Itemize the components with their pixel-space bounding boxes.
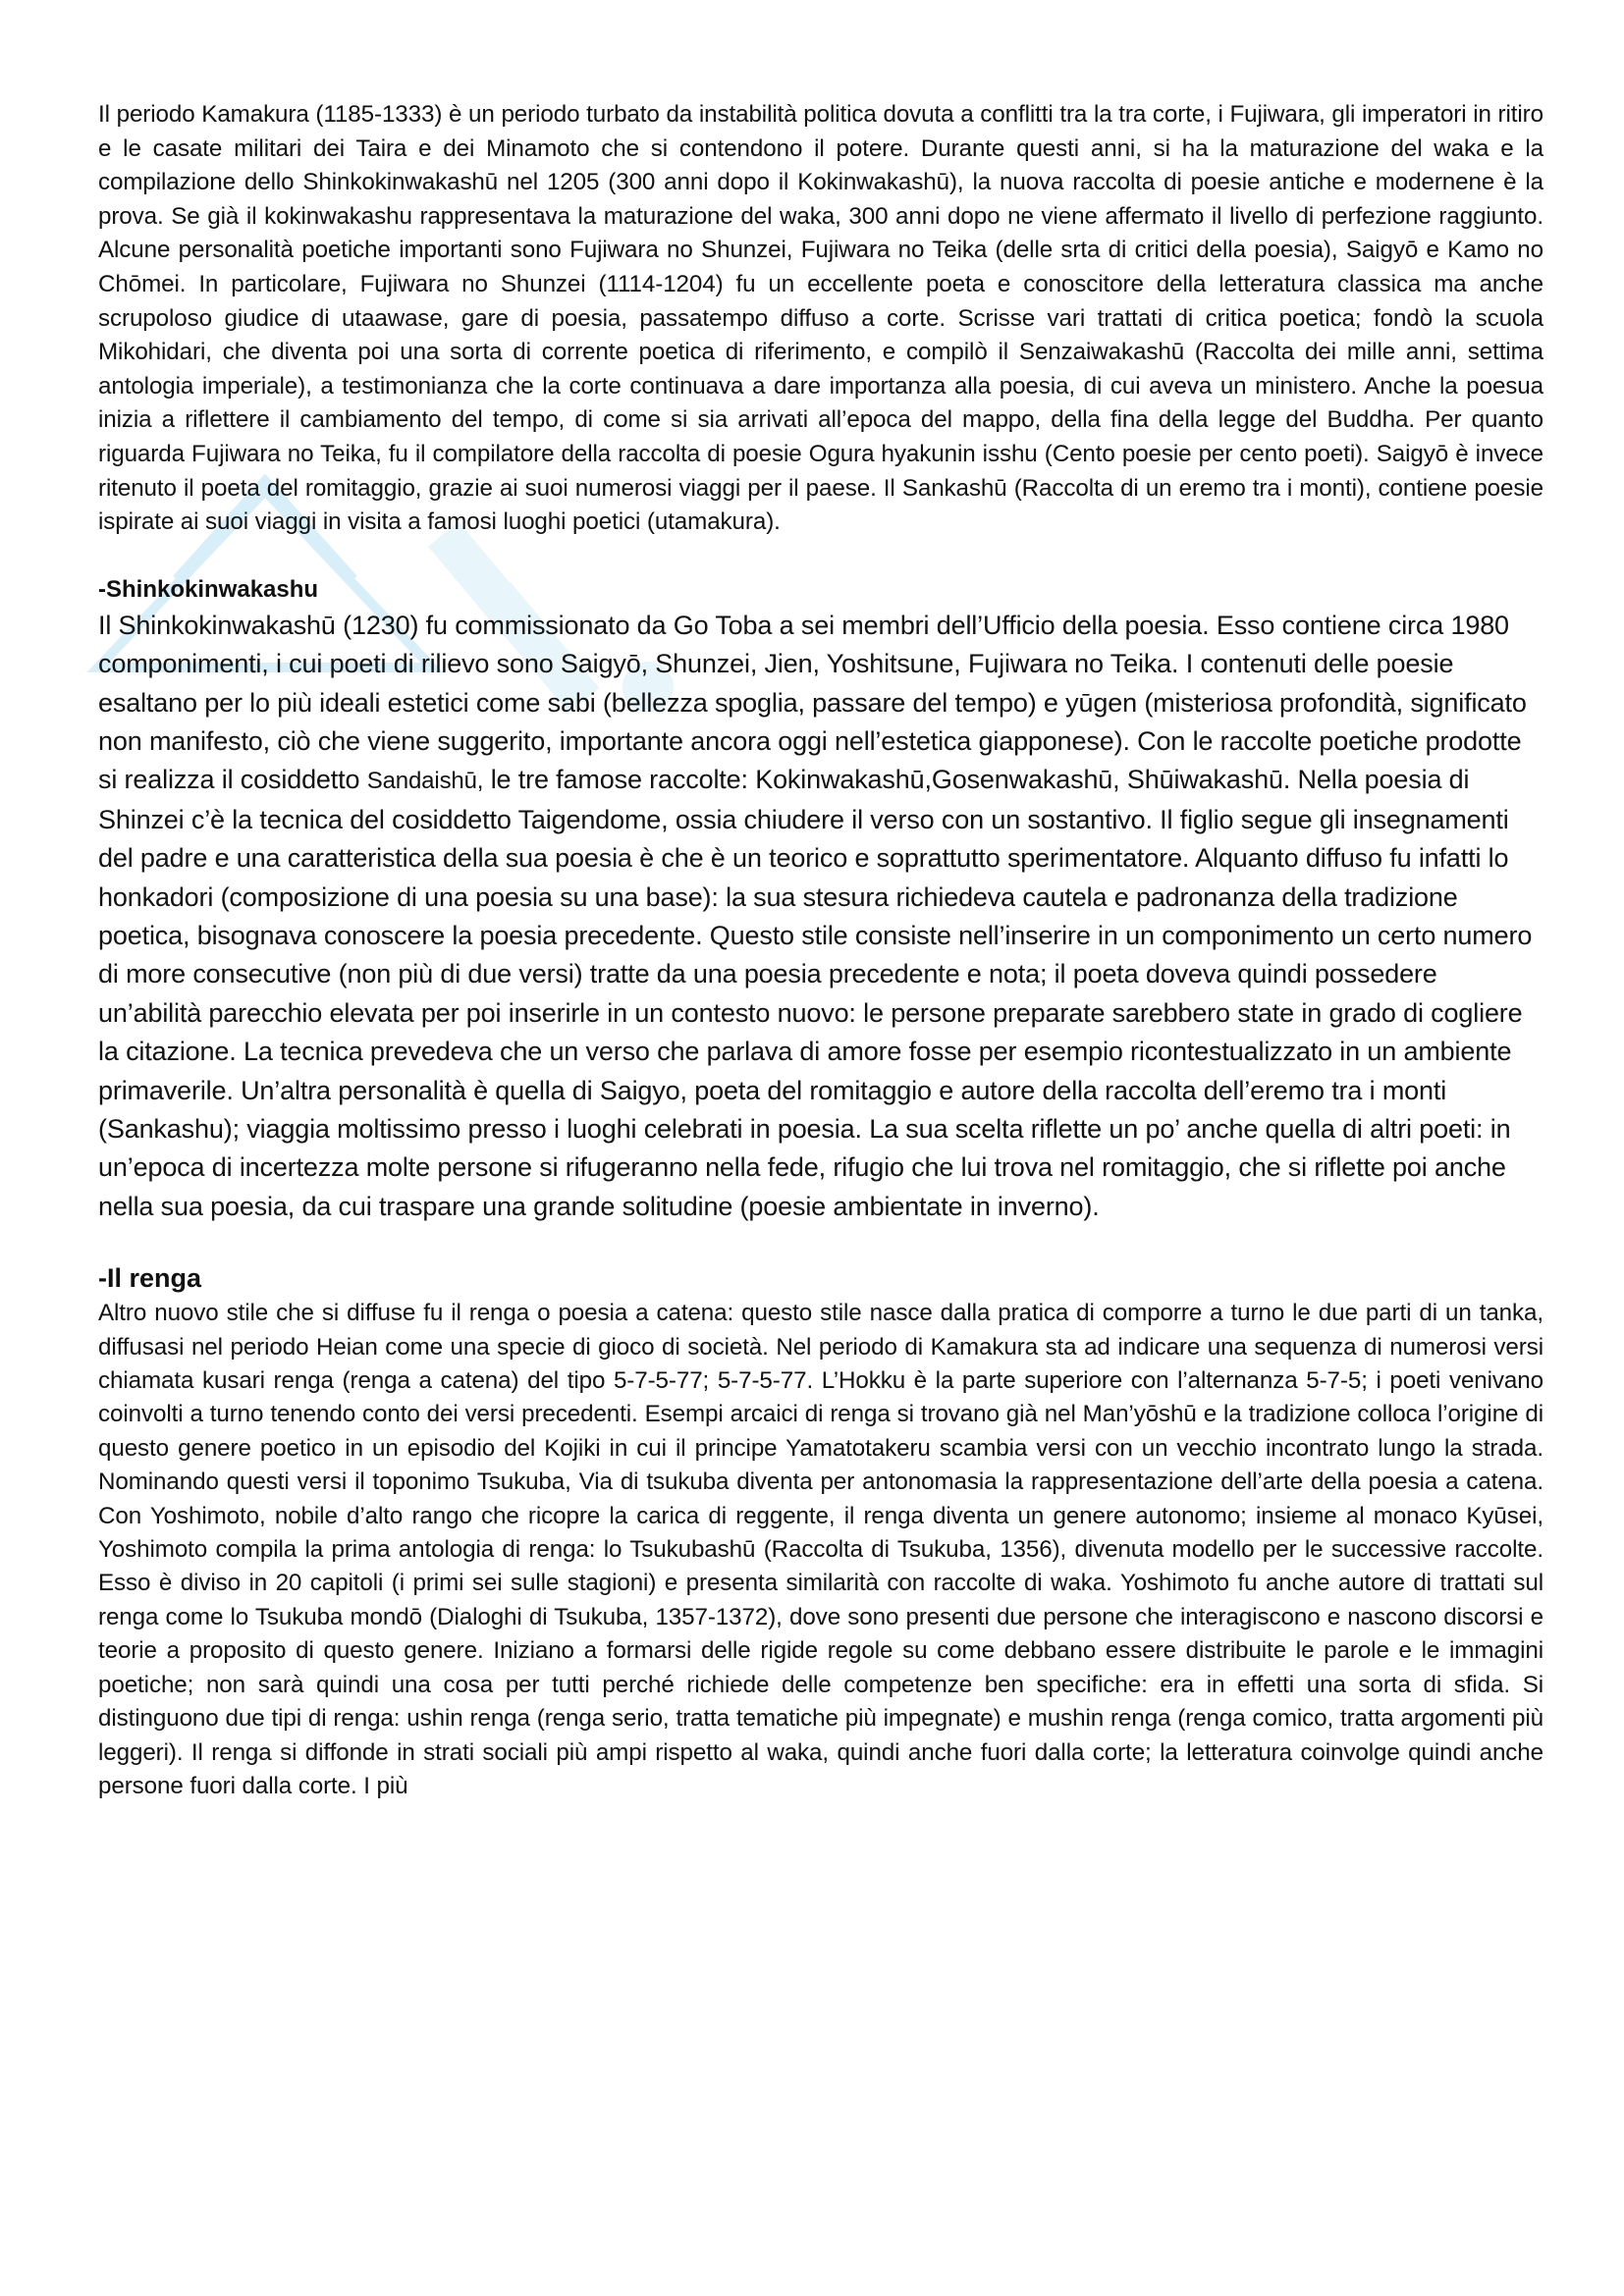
shinkokin-text-before: Il Shinkokinwakashū (1230) fu commissionato da Go Toba a sei membri dell’Ufficio della poesia. Esso contiene circa 1980 componimenti, i cui poeti di rilievo sono Saigyō, Shunzei, Jien, Yoshitsune, Fujiwara no Teika. I contenuti delle poesie esaltano per lo più ideali estetici come sabi (bellezza spoglia, passare del tempo) e yūgen (misteriosa profondità, significato non manifesto, ciò che viene suggerito, importante ancora oggi nell’estetica giapponese). Con le raccolte poetiche prodotte si realizza il cosiddetto: [98, 610, 1527, 795]
shinkokin-term-sandaishu: Sandaishū,: [366, 768, 484, 795]
paragraph-renga: Altro nuovo stile che si diffuse fu il renga o poesia a catena: questo stile nasce dalla pratica di comporre a turno le due parti di un tanka, diffusasi nel periodo Heian come una specie di gioco di società. Nel periodo di Kamakura sta ad indicare una sequenza di numerosi versi chiamata kusari renga (renga a catena) del tipo 5-7-5-77; 5-7-5-77. L’Hokku è la parte superiore con l’alternanza 5-7-5; i poeti venivano coinvolti a turno tenendo conto dei versi precedenti. Esempi arcaici di renga si trovano già nel Man’yōshū e la tradizione colloca l’origine di questo genere poetico in un episodio del Kojiki in cui il principe Yamatotakeru scambia versi con un vecchio incontrato lungo la strada. Nominando questi versi il toponimo Tsukuba, Via di tsukuba diventa per antonomasia la rappresentazione dell’arte della poesia a catena. Con Yoshimoto, nobile d’alto rango che ricopre la carica di reggente, il renga diventa un genere autonomo; insieme al monaco Kyūsei, Yoshimoto compila la prima antologia di renga: lo Tsukubashū (Raccolta di Tsukuba, 1356), divenuta modello per le successive raccolte. Esso è diviso in 20 capitoli (i primi sei sulle stagioni) e presenta similarità con raccolte di waka. Yoshimoto fu anche autore di trattati sul renga come lo Tsukuba mondō (Dialoghi di Tsukuba, 1357-1372), dove sono presenti due persone che interagiscono e nascono discorsi e teorie a proposito di questo genere. Iniziano a formarsi delle rigide regole su come debbano essere distribuite le parole e le immagini poetiche; non sarà quindi una cosa per tutti perché richiede delle competenze ben specifiche: era in effetti una sorta di sfida. Si distinguono due tipi di renga: ushin renga (renga serio, tratta tematiche più impegnate) e mushin renga (renga comico, tratta argomenti più leggeri). Il renga si diffonde in strati sociali più ampi rispetto al waka, quindi anche fuori dalla corte; la letteratura coinvolge quindi anche persone fuori dalla corte. I più: [98, 1300, 1543, 1799]
shinkokin-text-rest: le tre famose raccolte: Kokinwakashū,Gosenwakashū, Shūiwakashū. Nella poesia di Shinzei c’è la tecnica del cosiddetto Taigendome, ossia chiudere il verso con un sostantivo. Il figlio segue gli insegnamenti del padre e una caratteristica della sua poesia è che è un teorico e soprattutto sperimentatore. Alquanto diffuso fu infatti lo honkadori (composizione di una poesia su una base): la sua stesura richiedeva cautela e padronanza della tradizione poetica, bisognava conoscere la poesia precedente. Questo stile consiste nell’inserire in un componimento un certo numero di more consecutive (non più di due versi) tratte da una poesia precedente e nota; il poeta doveva quindi possedere un’abilità parecchio elevata per poi inserirle in un contesto nuovo: le persone preparate sarebbero state in grado di cogliere la citazione. La tecnica prevedeva che un verso che parlava di amore fosse per esempio ricontestualizzato in un ambiente primaverile. Un’altra personalità è quella di Saigyo, poeta del romitaggio e autore della raccolta dell’eremo tra i monti (Sankashu); viaggia moltissimo presso i luoghi celebrati in poesia. La sua scelta riflette un po’ anche quella di altri poeti: in un’epoca di incertezza molte persone si rifugeranno nella fede, rifugio che lui trova nel romitaggio, che si riflette poi anche nella sua poesia, da cui traspare una grande solitudine (poesie ambientate in inverno).: [98, 765, 1533, 1221]
document-page: [98, 98, 1543, 1803]
heading-renga: -Il renga: [98, 1263, 202, 1294]
heading-shinkokinwakashu: -Shinkokinwakashu: [98, 575, 319, 603]
paragraph-kamakura: Il periodo Kamakura (1185-1333) è un periodo turbato da instabilità politica dovuta a conflitti tra la tra corte, i Fujiwara, gli imperatori in ritiro e le casate militari dei Taira e dei Minamoto che si contendono il potere. Durante questi anni, si ha la maturazione del waka e la compilazione dello Shinkokinwakashū nel 1205 (300 anni dopo il Kokinwakashū), la nuova raccolta di poesie antiche e modernene è la prova. Se già il kokinwakashu rappresentava la maturazione del waka, 300 anni dopo ne viene affermato il livello di perfezione raggiunto. Alcune personalità poetiche importanti sono Fujiwara no Shunzei, Fujiwara no Teika (delle srta di critici della poesia), Saigyō e Kamo no Chōmei. In particolare, Fujiwara no Shunzei (1114-1204) fu un eccellente poeta e conoscitore della letteratura classica ma anche scrupoloso giudice di utaawase, gare di poesia, passatempo diffuso a corte. Scrisse vari trattati di critica poetica; fondò la scuola Mikohidari, che diventa poi una sorta di corrente poetica di riferimento, e compilò il Senzaiwakashū (Raccolta dei mille anni, settima antologia imperiale), a testimonianza che la corte continuava a dare importanza alla poesia, di cui aveva un ministero. Anche la poesua inizia a riflettere il cambiamento del tempo, di come si sia arrivati all’epoca del mappo, della fina della legge del Buddha. Per quanto riguarda Fujiwara no Teika, fu il compilatore della raccolta di poesie Ogura hyakunin isshu (Cento poesie per cento poeti). Saigyō è invece ritenuto il poeta del romitaggio, grazie ai suoi numerosi viaggi per il paese. Il Sankashū (Raccolta di un eremo tra i monti), contiene poesie ispirate ai suoi viaggi in visita a famosi luoghi poetici (utamakura).: [98, 101, 1543, 536]
paragraph-shinkokinwakashu: [98, 607, 1543, 1227]
